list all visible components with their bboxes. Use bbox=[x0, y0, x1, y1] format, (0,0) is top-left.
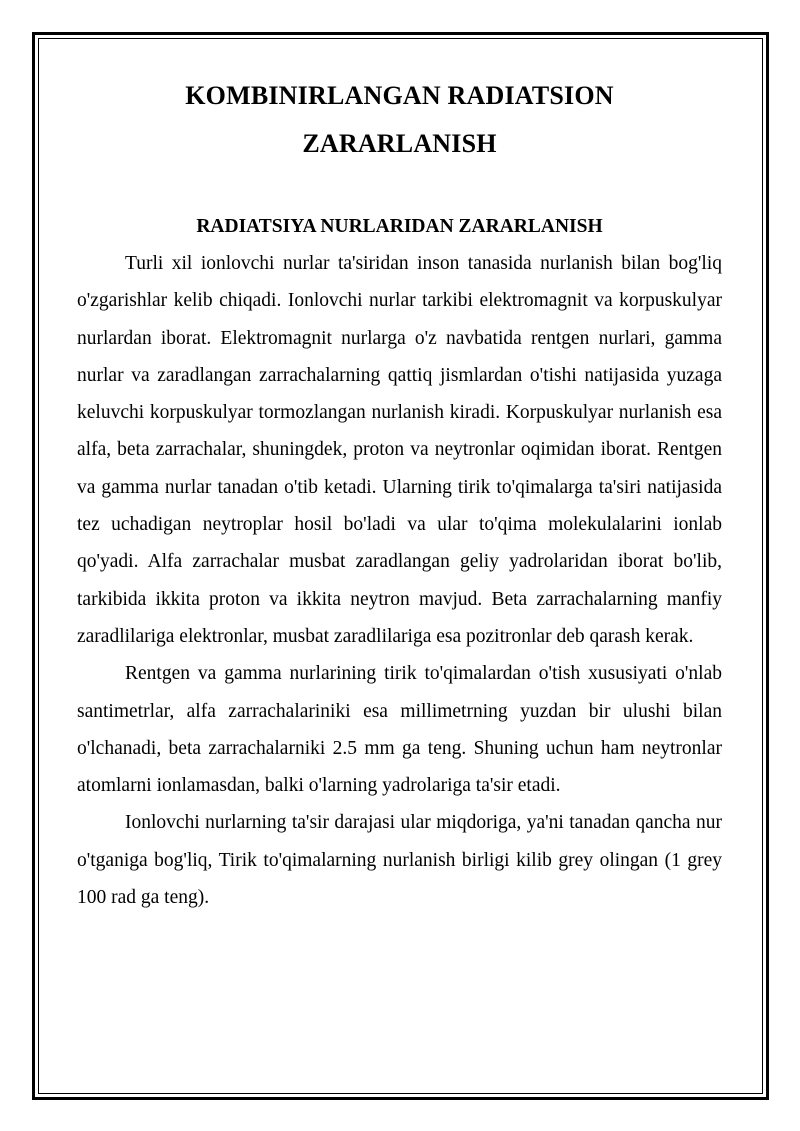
document-title-line-1: KOMBINIRLANGAN RADIATSION bbox=[185, 81, 614, 110]
document-title bbox=[77, 72, 722, 168]
paragraph-3: Ionlovchi nurlarning ta'sir darajasi ular miqdoriga, ya'ni tanadan qancha nur o'tganiga bog'liq, Tirik to'qimalarning nurlanish birligi kilib grey olingan (1 grey 100 rad ga teng). bbox=[77, 812, 722, 909]
document-body bbox=[77, 72, 722, 916]
paragraph-1: Turli xil ionlovchi nurlar ta'siridan inson tanasida nurlanish bilan bog'liq o'zgarishlar kelib chiqadi. Ionlovchi nurlar tarkibi elektromagnit va korpuskulyar nurlardan iborat. Elektromagnit nurlarga o'z navbatida rentgen nurlari, gamma nurlar va zaradlangan zarrachalarning qattiq jismlardan o'tishi natijasida yuzaga keluvchi korpuskulyar tormozlangan nurlanish kiradi. Korpuskulyar nurlanish esa alfa, beta zarrachalar, shuningdek, proton va neytronlar oqimidan iborat. Rentgen va gamma nurlar tanadan o'tib ketadi. Ularning tirik to'qimalarga ta'siri natijasida tez uchadigan neytroplar hosil bo'ladi va ular to'qima molekulalarini ionlab qo'yadi. Alfa zarrachalar musbat zaradlangan geliy yadrolaridan iborat bo'lib, tarkibida ikkita proton va ikkita neytron mavjud. Beta zarrachalarning manfiy zaradlilariga elektronlar, musbat zaradlilariga esa pozitronlar deb qarash kerak. bbox=[77, 253, 722, 647]
paragraph-2: Rentgen va gamma nurlarining tirik to'qimalardan o'tish xususiyati o'nlab santimetrlar, alfa zarrachalariniki esa millimetrning yuzdan bir ulushi bilan o'lchanadi, beta zarrachalarniki 2.5 mm ga teng. Shuning uchun ham neytronlar atomlarni ionlamasdan, balki o'larning yadrolariga ta'sir etadi. bbox=[77, 663, 722, 797]
document-title-line-2: ZARARLANISH bbox=[302, 129, 497, 158]
section-heading: RADIATSIYA NURLARIDAN ZARARLANISH bbox=[196, 216, 603, 237]
